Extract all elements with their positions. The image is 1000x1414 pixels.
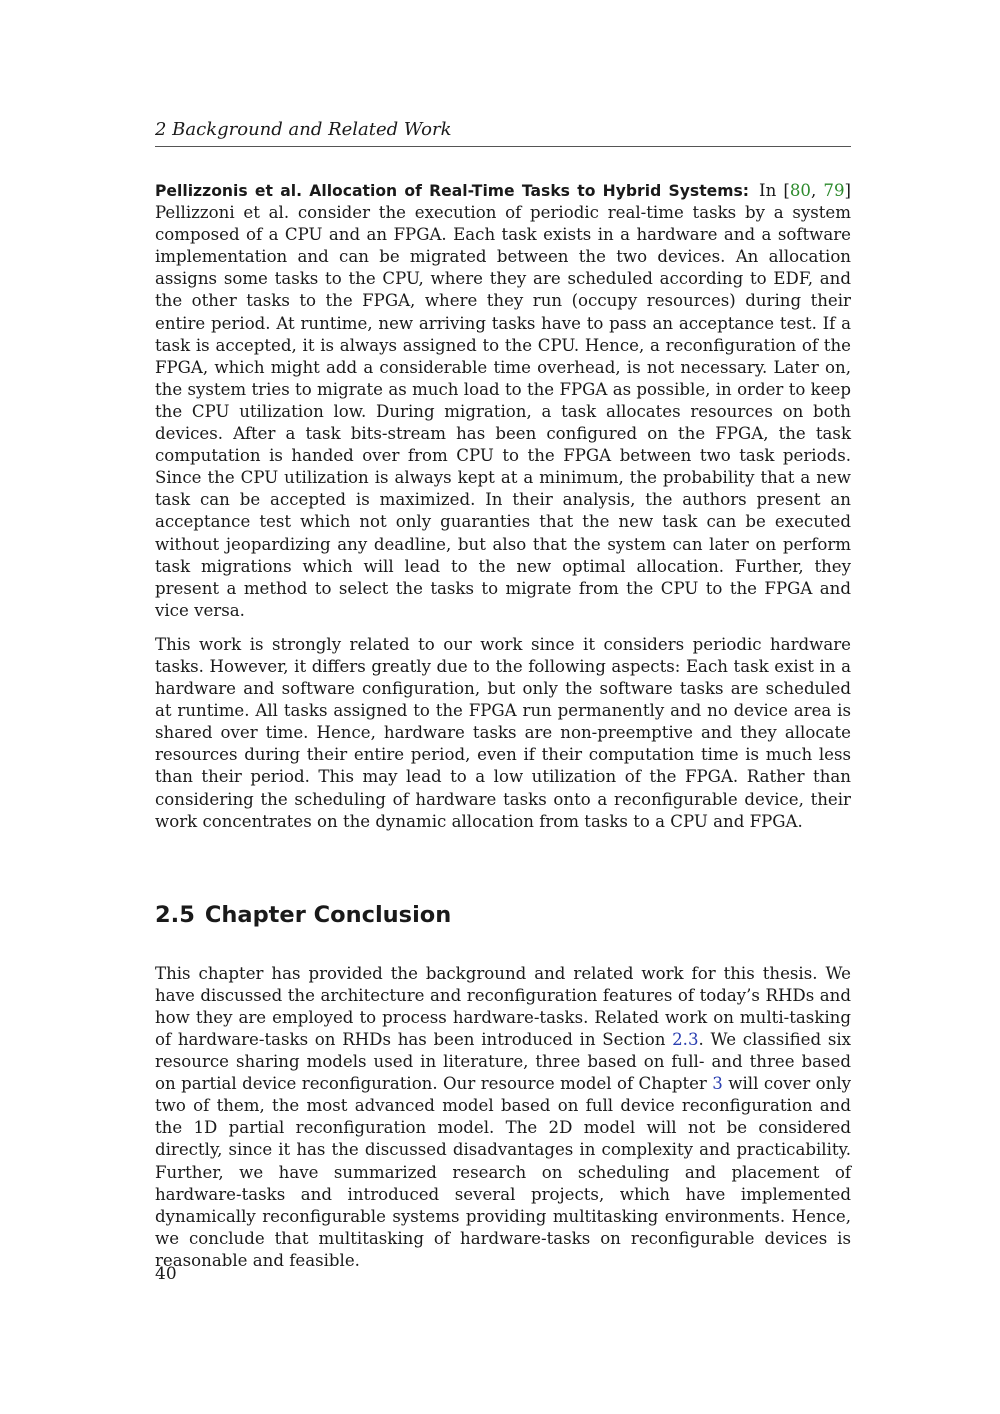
text-fragment: will cover only two of them, the most advanced model based on full device reconfiguration and the 1D partial reconfiguration model. The 2D model will not be considered directly, since it has the discussed disadvantages in complexity and practicability. Further, we have summarized research on scheduling and placement of hardware-tasks and introduced several projects, which have implemented dynamically reconfigurable systems providing multitasking environments. Hence, we conclude that multitasking of hardware-tasks on reconfigurable devices is reasonable and feasible. [155, 1074, 852, 1270]
text-fragment: , [810, 181, 824, 200]
section-reference-link[interactable]: 2.3 [672, 1030, 699, 1049]
text-fragment: ] Pellizzoni et al. consider the execution of periodic real-time tasks by a system composed of a CPU and an FPGA. Each task exists in a hardware and a software implementation and can be migrated between the two devices. An allocation assigns some tasks to the CPU, where they are scheduled according to EDF, and the other tasks to the FPGA, where they run (occupy resources) during their entire period. At runtime, new arriving tasks have to pass an acceptance test. If a task is accepted, it is always assigned to the CPU. Hence, a reconfiguration of the FPGA, which might add a considerable time overhead, is not necessary. Later on, the system tries to migrate as much load to the FPGA as possible, in order to keep the CPU utilization low. During migration, a task allocates resources on both devices. After a task bits-stream has been configured on the FPGA, the task computation is handed over from CPU to the FPGA between two task periods. Since the CPU utilization is always kept at a minimum, the probability that a new task can be accepted is maximized. In their analysis, the authors present an acceptance test which not only guaranties that the new task can be executed without jeopardizing any deadline, but also that the system can later on perform task migrations which will lead to the new optimal allocation. Further, they present a method to select the tasks to migrate from the CPU to the FPGA and vice versa. [155, 181, 851, 620]
page-number: 40 [155, 1264, 177, 1284]
paragraph-pellizzoni [155, 180, 851, 622]
text-fragment: . We classified six resource sharing models used in literature, three based on full- and three based on partial device reconfiguration. Our resource model of Chapter [155, 1030, 851, 1094]
paragraph-conclusion [155, 963, 851, 1272]
section-number: 2.5 [155, 901, 195, 928]
body-content [155, 180, 851, 1284]
paragraph-run-in-heading: Pellizzonis et al. Allocation of Real-Time Tasks to Hybrid Systems: [155, 182, 750, 200]
paragraph-comparison: This work is strongly related to our work since it considers periodic hardware tasks. However, it differs greatly due to the following aspects: Each task exist in a hardware and software configuration, but only the software tasks are scheduled at runtime. All tasks assigned to the FPGA run permanently and no device area is shared over time. Hence, hardware tasks are non-preemptive and they allocate resources during their entire period, even if their computation time is much less than their period. This may lead to a low utilization of the FPGA. Rather than considering the scheduling of hardware tasks onto a reconfigurable device, their work concentrates on the dynamic allocation from tasks to a CPU and FPGA. [155, 634, 851, 831]
citation-link-79[interactable]: 79 [823, 181, 845, 200]
citation-link-80[interactable]: 80 [789, 181, 811, 200]
text-fragment: In [ [759, 181, 790, 200]
text-fragment: This chapter has provided the background and related work for this thesis. We have discussed the architecture and reconfiguration features of today’s RHDs and how they are employed to process hardware-tasks. Related work on multi-tasking of hardware-tasks on RHDs has been introduced in Section [155, 963, 851, 1049]
section-title: Chapter Conclusion [204, 901, 452, 928]
chapter-reference-link[interactable]: 3 [712, 1074, 723, 1094]
running-header: 2 Background and Related Work [155, 119, 851, 147]
section-heading [155, 901, 851, 929]
